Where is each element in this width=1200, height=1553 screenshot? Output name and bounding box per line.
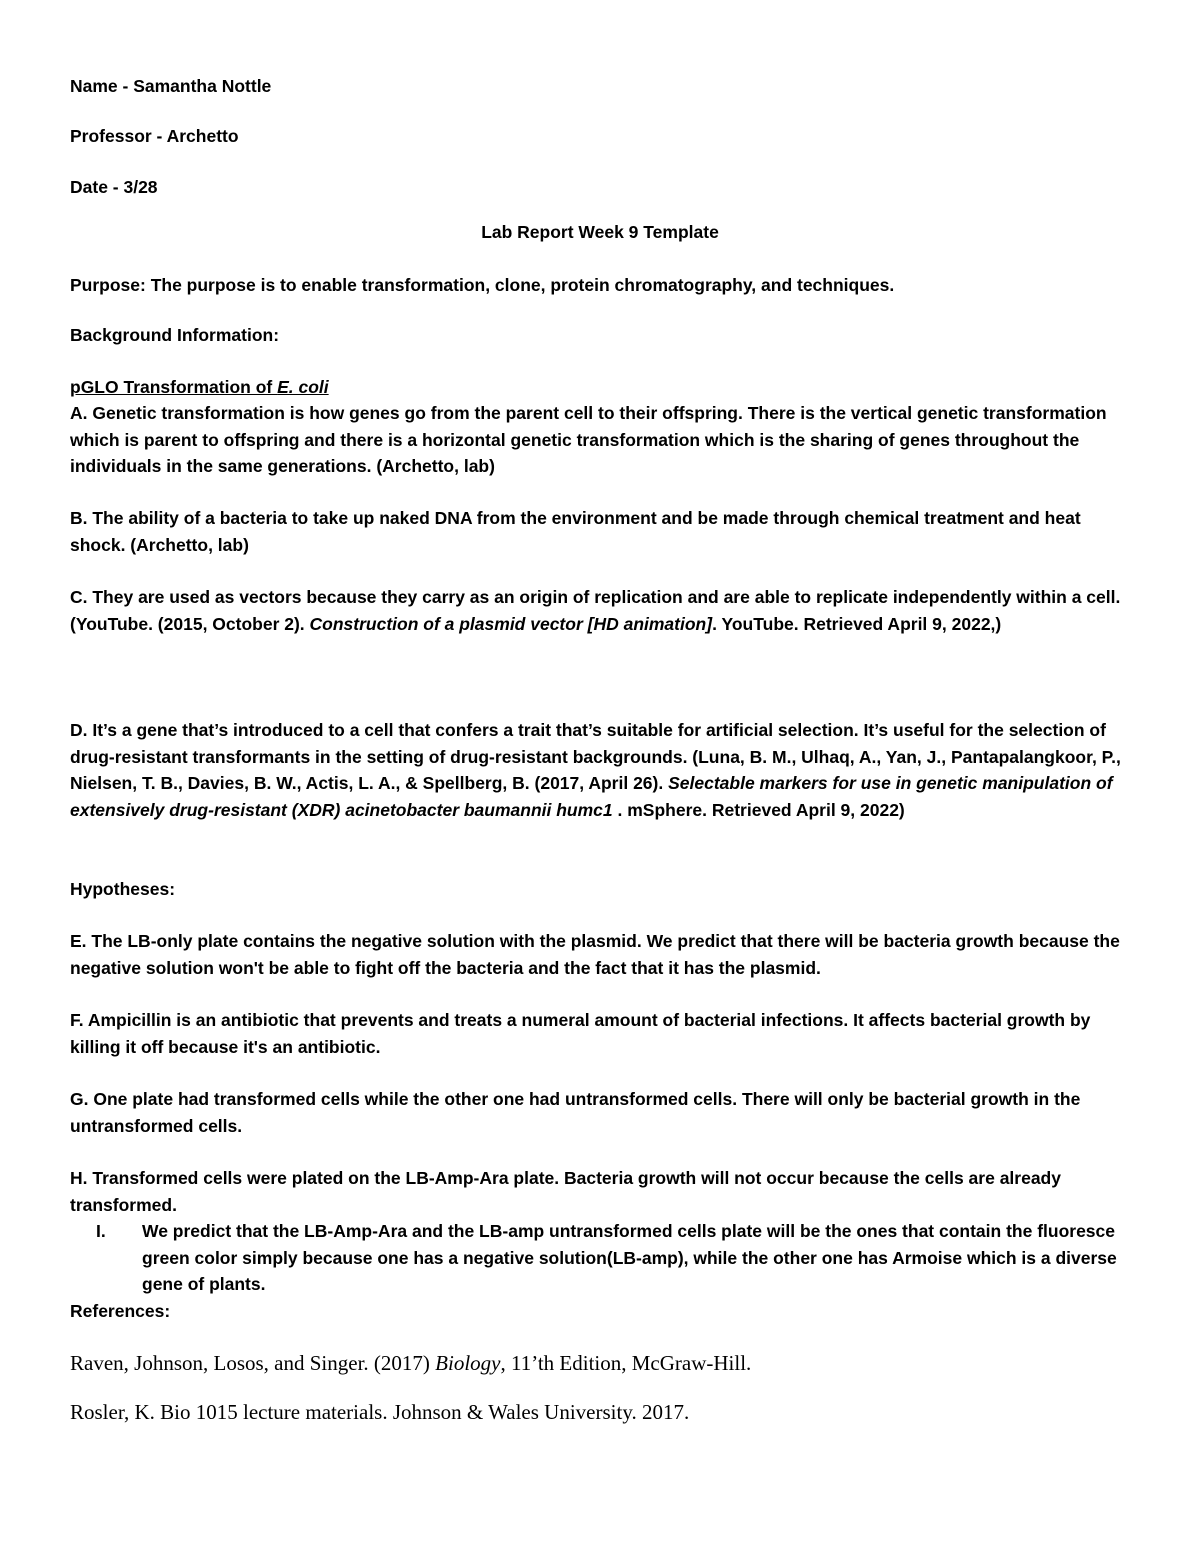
purpose-paragraph: Purpose: The purpose is to enable transformation, clone, protein chromatography, and techniques. (70, 275, 895, 295)
hypotheses-heading: Hypotheses: (70, 879, 176, 899)
report-date: Date - 3/28 (70, 177, 158, 197)
reference-2: Rosler, K. Bio 1015 lecture materials. Johnson & Wales University. 2017. (70, 1400, 690, 1424)
report-title: Lab Report Week 9 Template (481, 222, 719, 242)
hypothesis-f: F. Ampicillin is an antibiotic that prevents and treats a numeral amount of bacterial infections. It affects bacterial growth by killing it off because it's an antibiotic. (70, 1010, 1091, 1057)
background-heading: Background Information: (70, 325, 280, 345)
pglo-heading-text: pGLO Transformation of (70, 377, 278, 397)
hypothesis-e: E. The LB-only plate contains the negative solution with the plasmid. We predict that there will be bacteria growth because the negative solution won't be able to fight off the bacteria and the fact that it has the plasmid. (70, 931, 1120, 978)
answer-c-text: C. They are used as vectors because they carry as an origin of replication and are able to replicate independently within a cell. (YouTube. (2015, October 2). (70, 587, 1121, 634)
hypothesis-h: H. Transformed cells were plated on the LB-Amp-Ara plate. Bacteria growth will not occur because the cells are already transformed. (70, 1168, 1061, 1215)
pglo-heading-organism: E. coli (277, 377, 329, 397)
answer-c (70, 584, 1130, 637)
answer-c-citation-title: Construction of a plasmid vector [HD animation] (309, 613, 713, 634)
professor-name: Professor - Archetto (70, 126, 239, 146)
reference-1-tail: , 11’th Edition, McGraw-Hill. (500, 1351, 752, 1375)
answer-d-text: D. It’s a gene that’s introduced to a cell that confers a trait that’s suitable for artificial selection. It’s useful for the selection of drug-resistant transformants in the setting of drug-resistant backgrounds. (Luna, B. M., Ulhaq, A., Yan, J., Pantapalangkoor, P., Nielsen, T. B., Davies, B. W., Actis, L. A., & Spellberg, B. (2017, April 26). (70, 720, 1121, 793)
answer-c-citation-tail: . YouTube. Retrieved April 9, 2022,) (712, 613, 1002, 634)
answer-d (70, 717, 1130, 823)
student-name: Name - Samantha Nottle (70, 76, 272, 96)
list-marker: I. (96, 1221, 106, 1241)
reference-1 (70, 1349, 1130, 1377)
references-heading: References: (70, 1301, 171, 1321)
answer-a: A. Genetic transformation is how genes go from the parent cell to their offspring. There is the vertical genetic transformation which is parent to offspring and there is a horizontal genetic transformation which is the sharing of genes throughout the individuals in the same generations. (Archetto, lab) (70, 403, 1107, 476)
hypothesis-g: G. One plate had transformed cells while the other one had untransformed cells. There will only be bacterial growth in the untransformed cells. (70, 1089, 1081, 1136)
reference-1-authors: Raven, Johnson, Losos, and Singer. (2017) (70, 1351, 436, 1375)
answer-d-citation-tail: . mSphere. Retrieved April 9, 2022) (612, 799, 905, 820)
pglo-heading (70, 374, 1130, 401)
reference-1-title: Biology (435, 1351, 501, 1375)
answer-b: B. The ability of a bacteria to take up naked DNA from the environment and be made through chemical treatment and heat shock. (Archetto, lab) (70, 508, 1081, 555)
hypothesis-i-text: We predict that the LB-Amp-Ara and the LB-amp untransformed cells plate will be the ones that contain the fluoresce green color simply because one has a negative solution(LB-amp), while the other one has Armoise which is a diverse gene of plants. (142, 1221, 1117, 1294)
answer-d-citation-title: Selectable markers for use in genetic manipulation of extensively drug-resistant (XDR) acinetobacter baumannii humc1 (70, 773, 1113, 820)
